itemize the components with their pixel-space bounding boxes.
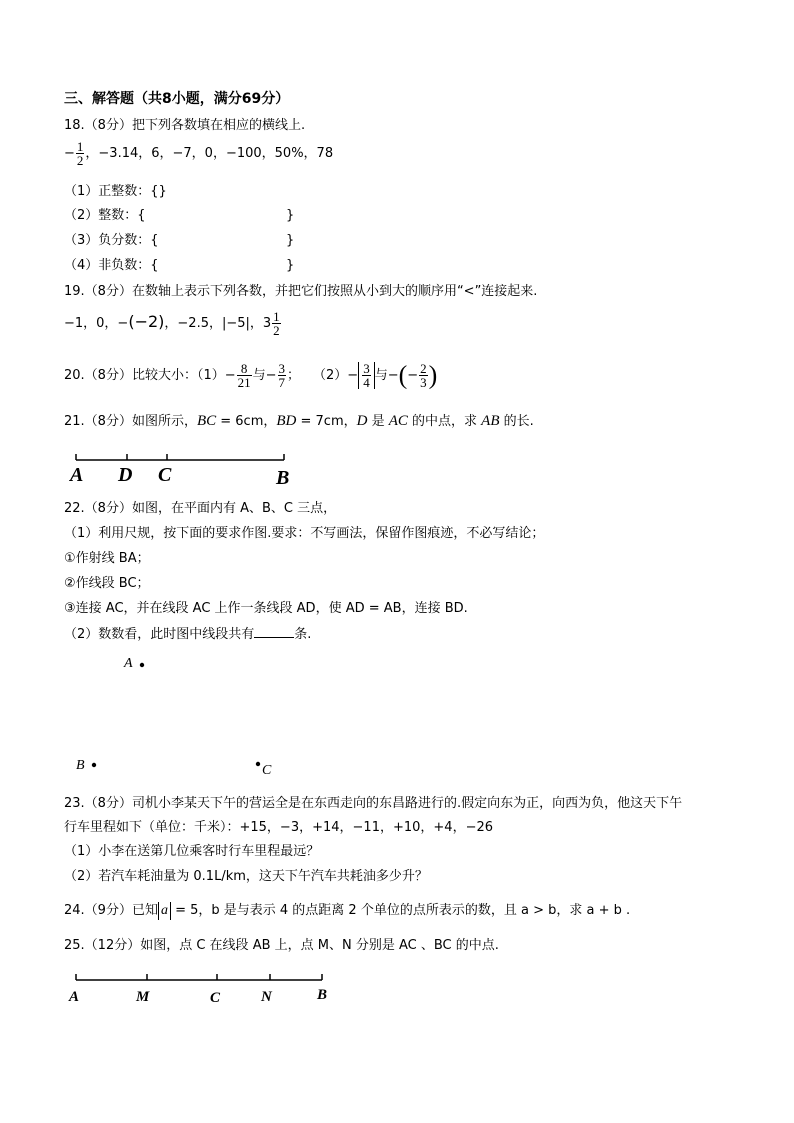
q18-numbers [64,140,333,167]
q25-label-c: C [210,990,221,1006]
q18-part3-brace: } [286,233,295,248]
q22-point-c [256,762,260,766]
q19-mixed-fraction: $\frac{1}{2}$ [273,309,280,338]
q20-abs [358,362,375,389]
q22-label-c: C [262,763,272,778]
q20-line: 20.（8分）比较大小：（1）− $\frac{8}{21}$ 与− $\frac{3}{7}$ ； （2）− $\frac{3}{4}$ 与−(− $\frac{2}{3}$ ) [64,360,438,390]
q20-frac2: $\frac{3}{7}$ [278,361,286,390]
q20-sep: ； （2）− [287,368,359,383]
q24-abs-a: a [158,902,171,920]
q20-with1: 与− [252,368,277,383]
q18-part2-label: （2）整数：{ [64,208,146,223]
q22-part2: （2）数数看，此时图中线段共有 条. [64,627,312,642]
q22-step2: ②作线段 BC； [64,576,150,591]
q18-frac-neg: − [64,146,75,161]
q22-label-a: A [124,656,133,671]
q25-label-a: A [69,989,80,1005]
q25-stem: 25.（12分）如图，点 C 在线段 AB 上，点 M、N 分别是 AC 、BC 的中点. [64,938,499,953]
section-title: 三、解答题（共8小题，满分69分） [64,91,290,107]
q20-frac1: $\frac{8}{21}$ [237,361,251,390]
q22-label-b: B [76,758,85,773]
q18-part4 [64,257,295,275]
q22-point-a [140,663,144,667]
q18-part2 [64,207,295,225]
q19-list-b: (−2) [128,312,165,331]
q23-line2: 行车里程如下（单位：千米）：+15，−3，+14，−11，+10，+4，−26 [64,820,494,835]
q22-step1: ①作射线 BA； [64,551,150,566]
q25-label-m: M [136,989,150,1005]
q21-stem: 21.（8分）如图所示，BC = 6cm，BD = 7cm，D 是 AC 的中点，求 AB 的长. [64,413,534,429]
q20-frac3: $\frac{3}{4}$ [363,361,370,390]
q22-step3: ③连接 AC，并在线段 AC 上作一条线段 AD，使 AD = AB，连接 BD. [64,601,468,616]
q18-part3-label: （3）负分数：{ [64,233,159,248]
q21-label-c: C [158,464,172,486]
q24-line: 24.（9分）已知 a = 5，b 是与表示 4 的点距离 2 个单位的点所表示的数，且 a > b，求 a + b . [64,903,631,918]
q22-stem: 22.（8分）如图，在平面内有 A、B、C 三点， [64,501,337,516]
q19-list-c: ，−2.5，|−5|，3 [164,316,272,331]
q20-f4-prefix: − [407,368,419,383]
q19-stem: 19.（8分）在数轴上表示下列各数，并把它们按照从小到大的顺序用“<”连接起来. [64,284,538,299]
q21-label-b: B [276,467,290,488]
q22-points-figure [64,650,304,785]
q25-label-b: B [317,987,328,1003]
q23-part1: （1）小李在送第几位乘客时行车里程最远？ [64,844,320,859]
q18-fraction: $\frac{1}{2}$ [76,139,84,168]
q18-part4-brace: } [286,258,295,273]
q18-part4-label: （4）非负数：{ [64,258,159,273]
q25-label-n: N [261,989,272,1005]
q18-number-list: ，−3.14，6，−7，0，−100，50%，78 [85,146,334,161]
q22-part1: （1）利用尺规，按下面的要求作图.要求：不写画法，保留作图痕迹，不必写结论； [64,526,545,541]
q19-numbers [64,310,282,337]
q18-part1: （1）正整数：{} [64,184,167,199]
q20-stem: 20.（8分）比较大小：（1）− [64,368,236,383]
q25-segment-figure [64,970,344,1010]
q18-stem: 18.（8分）把下列各数填在相应的横线上. [64,118,306,133]
q20-frac4: $\frac{2}{3}$ [420,361,427,390]
q18-part2-brace: } [286,208,295,223]
q19-list-a: −1，0，− [64,316,129,331]
q23-part2: （2）若汽车耗油量为 0.1L/km，这天下午汽车共耗油多少升？ [64,869,428,884]
q22-answer-blank[interactable] [254,625,294,638]
q21-segment-figure [64,448,304,488]
q21-label-d: D [118,464,133,486]
q18-part3 [64,232,295,250]
q21-label-a: A [70,464,84,486]
q23-line1: 23.（8分）司机小李某天下午的营运全是在东西走向的东昌路进行的.假定向东为正，向西为负，他这天下午 [64,796,683,811]
q22-point-b [92,763,96,767]
q20-with2: 与− [374,368,399,383]
